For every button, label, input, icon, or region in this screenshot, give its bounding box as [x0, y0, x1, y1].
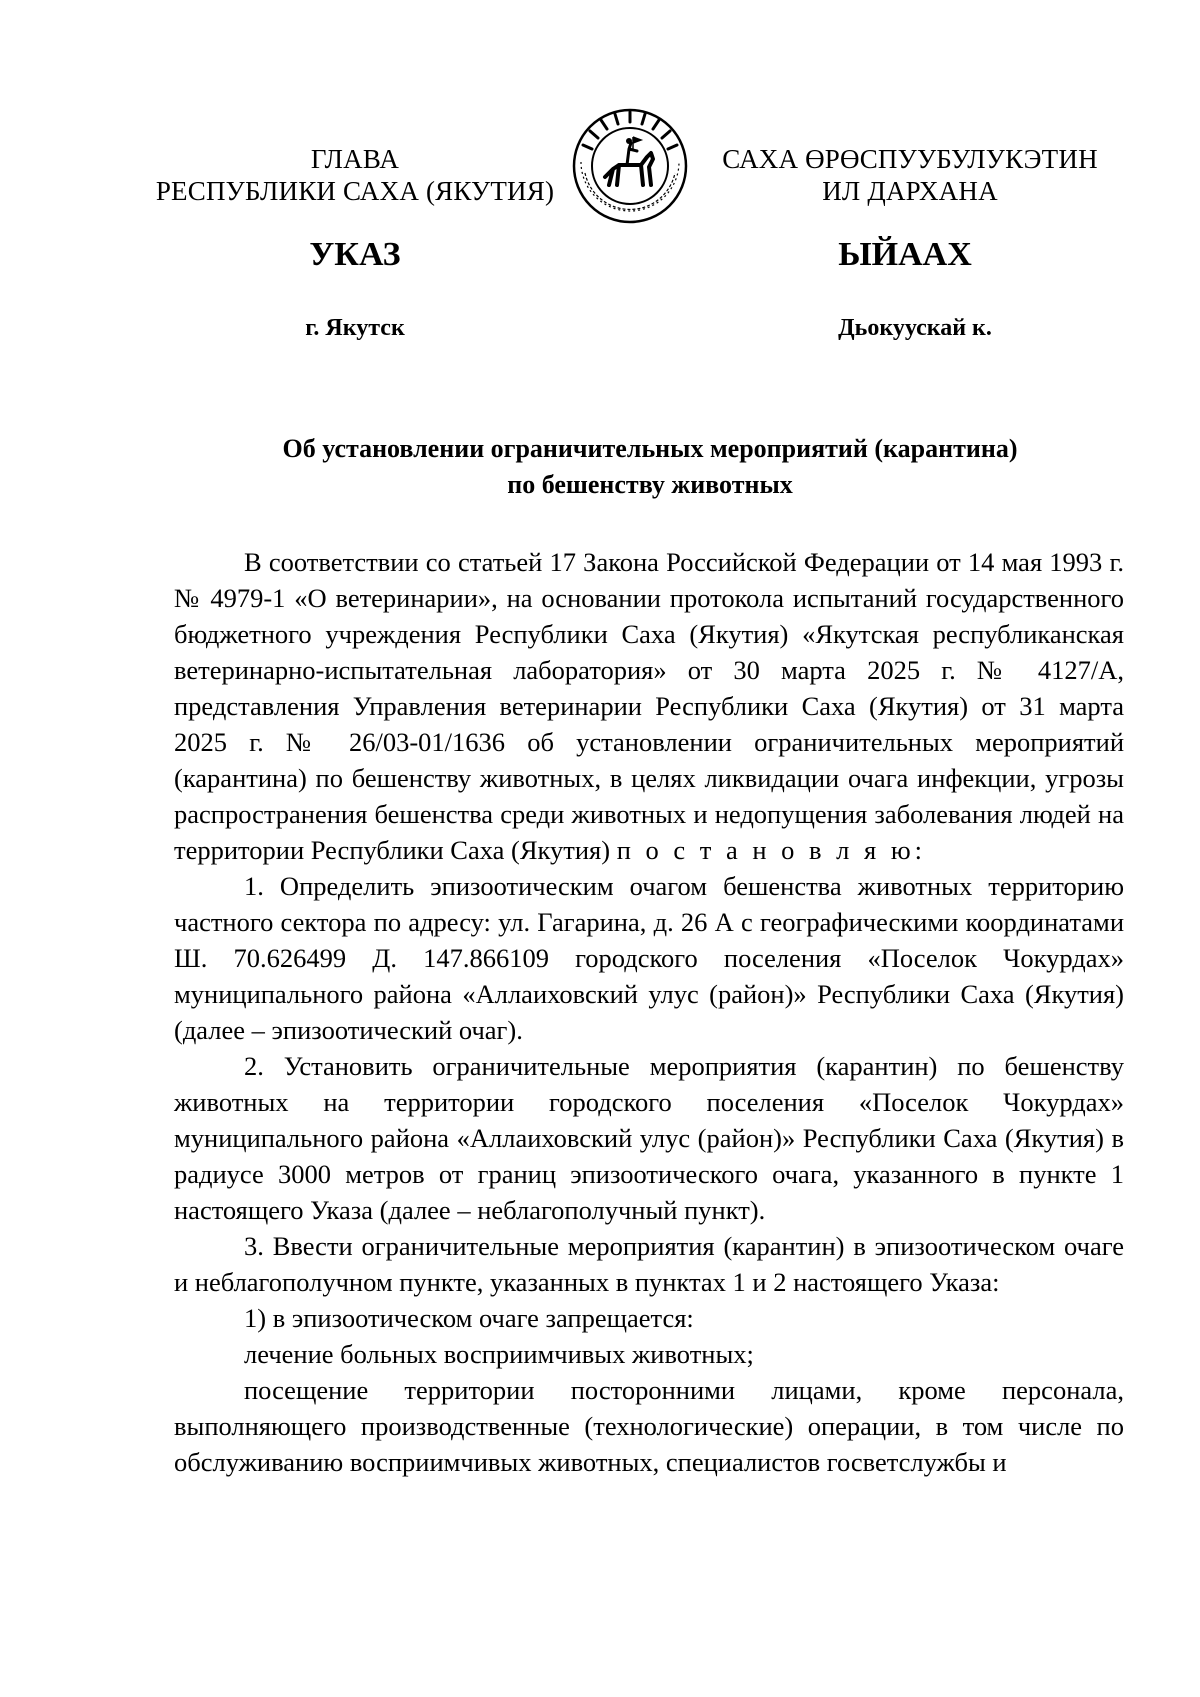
item-2: 2. Установить ограничительные мероприятия (карантин) по бешенству животных на территории городского поселения «Поселок Чокурдах» муниципального района «Аллаиховский улус (район)» Республики Саха (Якутия) в радиусе 3000 метров от границ эпизоотического очага, указанного в пункте 1 настоящего Указа (далее – неблагополучный пункт). [174, 1051, 1124, 1225]
coat-of-arms-icon [571, 107, 689, 225]
subitem-1-a: лечение больных восприимчивых животных; [244, 1339, 754, 1369]
item-1: 1. Определить эпизоотическим очагом бешенства животных территорию частного сектора по адресу: ул. Гагарина, д. 26 А с географическими координатами Ш. 70.626499 Д. 147.866109 городского поселения «Поселок Чокурдах» муниципального района «Аллаиховский улус (район)» Республики Саха (Якутия) (далее – эпизоотический очаг). [174, 871, 1124, 1045]
header-right [715, 143, 1105, 207]
city-sakha: Дьокуускай к. [838, 315, 992, 341]
subitem-1: 1) в эпизоотическом очаге запрещается: [244, 1303, 694, 1333]
preamble-text: В соответствии со статьей 17 Закона Российской Федерации от 14 мая 1993 г. № 4979-1 «О ветеринарии», на основании протокола испытаний государственного бюджетного учреждения Республики Саха (Якутия) «Якутская республиканская ветеринарно-испытательная лаборатория» от 30 марта 2025 г. № 4127/А, представления Управления ветеринарии Республики Саха (Якутия) от 31 марта 2025 г. № 26/03-01/1636 об установлении ограничительных мероприятий (карантина) по бешенству животных, в целях ликвидации очага инфекции, угрозы распространения бешенства среди животных и недопущения заболевания людей на территории Республики Саха (Якутия) [174, 547, 1124, 865]
header-left [150, 143, 560, 207]
document-title [170, 431, 1130, 503]
header-right-line2: ИЛ ДАРХАНА [822, 176, 998, 206]
header-right-line1: САХА ӨРӨСПУУБУЛУКЭТИН [722, 144, 1098, 174]
preamble-paragraph [174, 544, 1124, 868]
subitem-1-b: посещение территории посторонними лицами, кроме персонала, выполняющего производственные (технологические) операции, в том числе по обслуживанию восприимчивых животных, специалистов госветслужбы и [174, 1375, 1124, 1477]
header-left-line1: ГЛАВА [310, 144, 400, 174]
item-3: 3. Ввести ограничительные мероприятия (карантин) в эпизоотическом очаге и неблагополучном пункте, указанных в пунктах 1 и 2 настоящего Указа: [174, 1231, 1124, 1297]
document-body [174, 544, 1124, 1480]
city-ru: г. Якутск [305, 315, 405, 341]
title-line1: Об установлении ограничительных мероприятий (карантина) [282, 434, 1018, 463]
doc-type-ru: УКАЗ [309, 236, 401, 273]
title-line2: по бешенству животных [507, 470, 793, 499]
doc-type-sakha: ЫЙААХ [838, 236, 972, 273]
header-left-line2: РЕСПУБЛИКИ САХА (ЯКУТИЯ) [155, 176, 555, 206]
decree-word: п о с т а н о в л я ю: [616, 835, 926, 865]
